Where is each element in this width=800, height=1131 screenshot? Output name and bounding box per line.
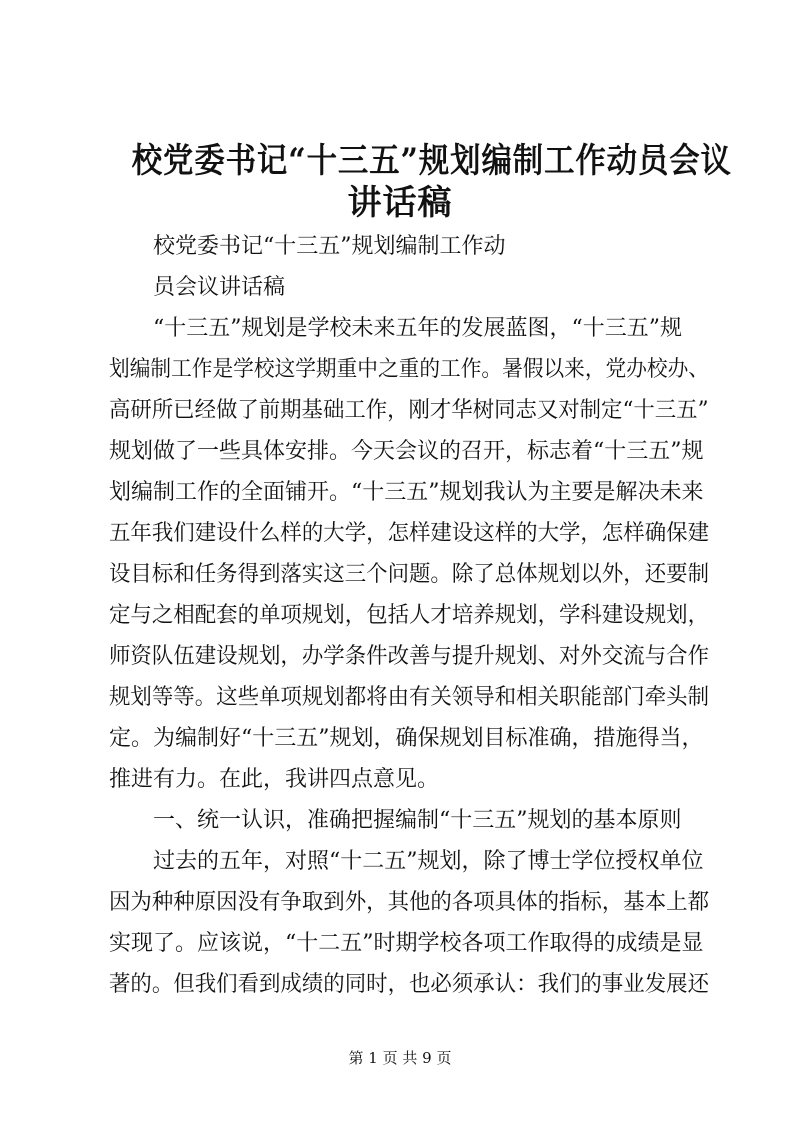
section-heading: 一、统一认识，准确把握编制“十三五”规划的基本原则 bbox=[153, 808, 682, 833]
body-line: 师资队伍建设规划，办学条件改善与提升规划、对外交流与合作 bbox=[109, 644, 710, 669]
page-number-footer: 第 1 页 共 9 页 bbox=[348, 1049, 452, 1067]
body-line: 五年我们建设什么样的大学，怎样建设这样的大学，怎样确保建 bbox=[109, 521, 710, 546]
body-line: 规划做了一些具体安排。今天会议的召开，标志着“十三五”规 bbox=[109, 439, 704, 464]
document-title-line-1: 校党委书记“十三五”规划编制工作动员会议 bbox=[131, 141, 732, 181]
body-line: 划编制工作的全面铺开。“十三五”规划我认为主要是解决未来 bbox=[109, 480, 704, 505]
body-line: 因为种种原因没有争取到外，其他的各项具体的指标，基本上都 bbox=[109, 890, 710, 915]
body-line: 著的。但我们看到成绩的同时，也必须承认：我们的事业发展还 bbox=[109, 972, 710, 997]
body-line: 校党委书记“十三五”规划编制工作动 bbox=[153, 234, 506, 259]
body-line: 规划等等。这些单项规划都将由有关领导和相关职能部门牵头制 bbox=[109, 685, 710, 710]
body-line: 推进有力。在此，我讲四点意见。 bbox=[109, 767, 440, 792]
body-line: 员会议讲话稿 bbox=[153, 275, 286, 300]
body-line: “十三五”规划是学校未来五年的发展蓝图，“十三五”规 bbox=[153, 316, 682, 341]
body-line: 划编制工作是学校这学期重中之重的工作。暑假以来，党办校办、 bbox=[109, 357, 710, 382]
body-line: 定与之相配套的单项规划，包括人才培养规划，学科建设规划， bbox=[109, 603, 710, 628]
body-line: 设目标和任务得到落实这三个问题。除了总体规划以外，还要制 bbox=[109, 562, 710, 587]
body-line: 高研所已经做了前期基础工作，刚才华树同志又对制定“十三五” bbox=[109, 398, 709, 423]
document-title-line-2: 讲话稿 bbox=[347, 183, 453, 223]
body-line: 定。为编制好“十三五”规划，确保规划目标准确，措施得当， bbox=[109, 726, 704, 751]
body-line: 实现了。应该说，“十二五”时期学校各项工作取得的成绩是显 bbox=[109, 931, 704, 956]
body-line: 过去的五年，对照“十二五”规划，除了博士学位授权单位 bbox=[153, 849, 704, 874]
